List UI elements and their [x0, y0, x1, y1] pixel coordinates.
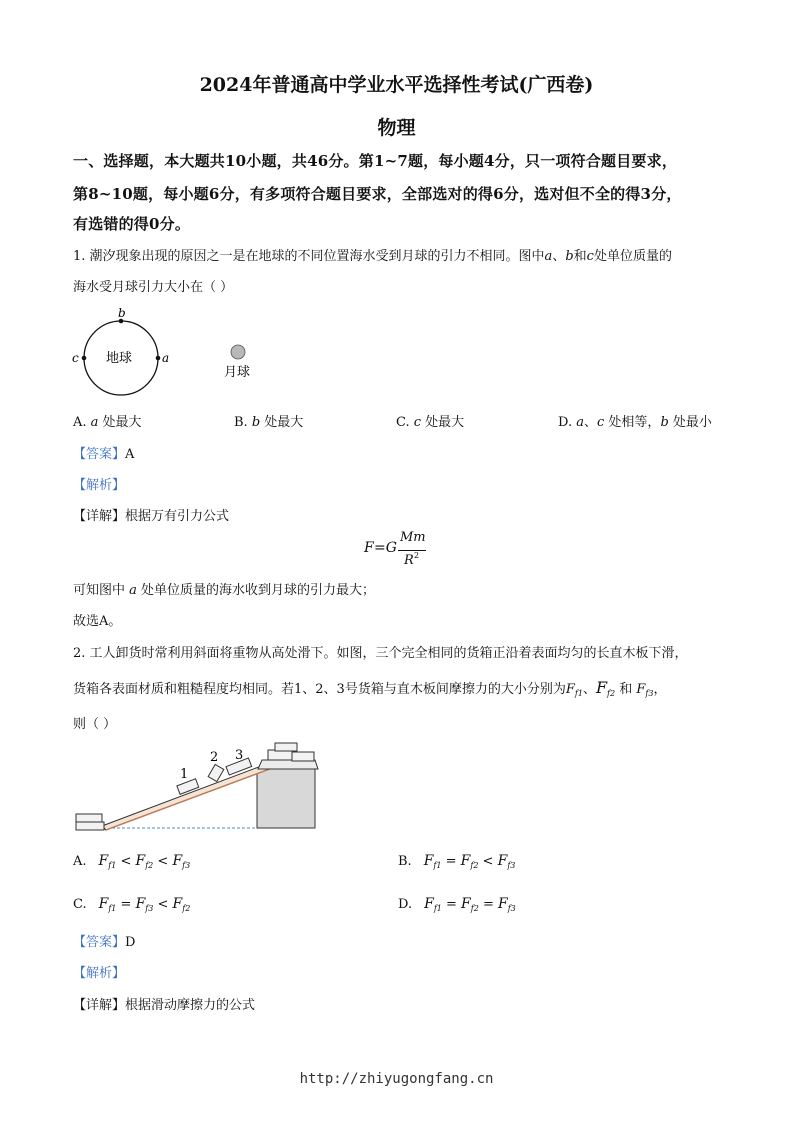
force-subscript: f1	[108, 861, 117, 870]
q2-answer: 【答案】D	[73, 935, 136, 950]
q1-select: 故选A。	[73, 614, 122, 629]
incline-figure	[72, 740, 324, 835]
operator: <	[153, 854, 173, 869]
force-symbol: F	[424, 896, 434, 912]
ground-box-2	[76, 822, 104, 830]
earth-label: 地球	[106, 351, 133, 366]
operator: =	[441, 897, 462, 912]
operator: <	[153, 897, 173, 912]
crate-label-3: 3	[235, 748, 244, 763]
q2-stem-line2: 货箱各表面材质和粗糙程度均相同。若1、2、3号货箱与直木板间摩擦力的大小分别为$F_{f1}$、$F_{f2}$ 和 $F_{f3}$，	[73, 678, 667, 698]
option-prefix: D.	[398, 897, 413, 912]
point-a	[156, 356, 161, 361]
operator: =	[441, 854, 461, 869]
force-symbol: F	[423, 853, 434, 869]
force-subscript: f1	[433, 861, 442, 870]
q2-analysis-tag: 【解析】	[73, 966, 126, 981]
q1-stem-line2: 海水受月球引力大小在（ ）	[73, 280, 234, 295]
operator: =	[116, 897, 136, 912]
moon-circle	[231, 345, 245, 359]
force-subscript: f3	[182, 861, 191, 870]
q1-option-a[interactable]: A. a 处最大	[73, 415, 142, 430]
footer-url[interactable]: http://zhiyugongfang.cn	[299, 1071, 494, 1087]
label-b: b	[118, 306, 126, 320]
operator: <	[478, 854, 498, 869]
force-symbol: F	[172, 896, 183, 912]
q2-stem-line1: 2. 工人卸货时常利用斜面将重物从高处滑下。如图，三个完全相同的货箱正沿着表面均匀的长直木板下滑，	[73, 646, 688, 661]
force-subscript: f2	[182, 904, 191, 913]
force-symbol: F	[135, 896, 146, 912]
label-a: a	[162, 351, 170, 365]
force-subscript: f1	[108, 904, 117, 913]
label-c: c	[72, 351, 79, 365]
q2-detail: 【详解】根据滑动摩擦力的公式	[73, 998, 256, 1013]
q1-answer: 【答案】A	[73, 447, 135, 462]
q1-option-b[interactable]: B. b 处最大	[234, 415, 304, 430]
section-instructions-line2: 第8~10题，每小题6分，有多项符合题目要求，全部选对的得6分，选对但不全的得3分，	[73, 185, 682, 203]
gravity-formula: F =G Mm R 2	[364, 530, 426, 568]
section-instructions-line1: 一、选择题，本大题共10小题，共46分。第1~7题，每小题4分，只一项符合题目要求，	[73, 152, 678, 170]
moon-label: 月球	[224, 365, 251, 380]
q2-option-a[interactable]	[73, 853, 190, 870]
platform-block	[257, 769, 315, 828]
platform-box-2	[292, 752, 314, 761]
subject-title: 物理	[377, 117, 416, 139]
option-prefix: C.	[73, 897, 87, 912]
force-subscript: f2	[470, 861, 479, 870]
q1-stem-line1: 1. 潮汐现象出现的原因之一是在地球的不同位置海水受到月球的引力不相同。图中a、b和c处单位质量的	[73, 249, 672, 264]
force-symbol: F	[498, 896, 508, 912]
q2-option-d[interactable]	[398, 896, 516, 913]
option-prefix: A.	[73, 854, 87, 869]
force-subscript: f2	[145, 861, 154, 870]
force-symbol: F	[98, 853, 109, 869]
crate-2	[208, 764, 224, 781]
force-symbol: F	[461, 896, 471, 912]
q2-option-c[interactable]	[73, 896, 190, 913]
q1-option-d[interactable]: D. a、c 处相等，b 处最小	[558, 415, 712, 430]
force-symbol: F	[460, 853, 471, 869]
force-subscript: f3	[507, 904, 516, 913]
q1-conclusion: 可知图中 a 处单位质量的海水收到月球的引力最大；	[73, 583, 376, 598]
force-subscript: f2	[470, 904, 479, 913]
force-subscript: f1	[433, 904, 442, 913]
incline-edge	[106, 767, 275, 830]
force-symbol: F	[135, 853, 146, 869]
crate-label-1: 1	[180, 767, 189, 782]
earth-moon-figure	[66, 305, 266, 405]
force-symbol: F	[497, 853, 508, 869]
option-prefix: B.	[398, 854, 412, 869]
operator: <	[116, 854, 136, 869]
exam-title: 2024年普通高中学业水平选择性考试(广西卷)	[199, 74, 594, 96]
q2-stem-line3: 则（ ）	[73, 717, 117, 732]
incline-board	[102, 762, 275, 830]
q1-detail: 【详解】根据万有引力公式	[73, 509, 230, 524]
point-c	[82, 356, 87, 361]
q1-option-c[interactable]: C. c 处最大	[396, 415, 465, 430]
q2-option-b[interactable]	[398, 853, 515, 870]
crate-label-2: 2	[210, 750, 219, 765]
force-subscript: f3	[145, 904, 154, 913]
operator: =	[478, 897, 498, 912]
q1-analysis-tag: 【解析】	[73, 478, 126, 493]
platform-box-3	[275, 743, 297, 751]
force-subscript: f3	[507, 861, 516, 870]
section-instructions-line3: 有选错的得0分。	[73, 215, 191, 233]
force-symbol: F	[172, 853, 183, 869]
force-symbol: F	[98, 896, 109, 912]
